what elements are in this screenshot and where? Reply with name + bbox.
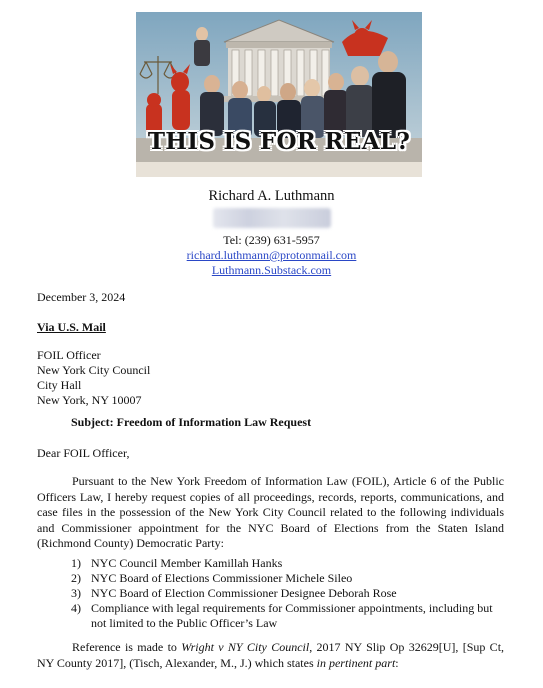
request-list (71, 556, 505, 631)
letter-date: December 3, 2024 (37, 290, 126, 304)
list-item (71, 586, 505, 601)
sender-phone: Tel: (239) 631-5957 (223, 233, 320, 247)
recipient-line: FOIL Officer (37, 348, 101, 362)
body-paragraph: Pursuant to the New York Freedom of Information Law (FOIL), Article 6 of the Public Officers Law, I hereby request copies of all proceedings, records, reports, communications, and case files in the possession of the New York City Council related to the following individuals and Commissioner appointment for the NYC Board of Elections from the Staten Island (Richmond County) Democratic Party: (37, 474, 504, 550)
email-link[interactable]: richard.luthmann@protonmail.com (186, 248, 357, 262)
reference-paragraph (37, 640, 504, 671)
list-number: 2) (71, 571, 81, 585)
reference-intro: Reference is made to (72, 640, 182, 654)
website-link[interactable]: Luthmann.Substack.com (211, 263, 332, 277)
list-text: NYC Board of Election Commissioner Designee Deborah Rose (91, 586, 397, 600)
sender-name: Richard A. Luthmann (208, 188, 335, 204)
recipient-line: City Hall (37, 378, 82, 392)
reference-end: : (395, 655, 399, 670)
list-number: 3) (71, 586, 81, 600)
list-text: NYC Council Member Kamillah Hanks (91, 556, 283, 570)
subject-line: Subject: Freedom of Information Law Request (71, 415, 312, 429)
recipient-address (37, 348, 150, 408)
delivery-method: Via U.S. Mail (37, 320, 106, 334)
list-text: NYC Board of Elections Commissioner Michele Sileo (91, 571, 353, 585)
case-name: Wright v NY City Council (181, 640, 310, 654)
recipient-line: New York, NY 10007 (37, 393, 142, 407)
case-citation: , 2017 NY Slip Op 32629[U], [Sup Ct, NY County 2017], (Tisch, Alexander, M., J.) which states (37, 640, 505, 670)
recipient-line: New York City Council (37, 363, 151, 377)
list-number: 1) (71, 556, 81, 570)
salutation: Dear FOIL Officer, (37, 446, 130, 460)
banner-image (136, 12, 422, 177)
list-text: Compliance with legal requirements for Commissioner appointments, including but not limited to the Public Officer’s Law (91, 601, 493, 630)
list-item (71, 571, 505, 586)
banner-title: THIS IS FOR REAL? (147, 128, 411, 155)
redacted-address (213, 208, 331, 228)
list-number: 4) (71, 601, 81, 615)
list-item (71, 556, 505, 571)
list-item (71, 601, 505, 631)
pertinent-part: in pertinent part (316, 655, 396, 670)
